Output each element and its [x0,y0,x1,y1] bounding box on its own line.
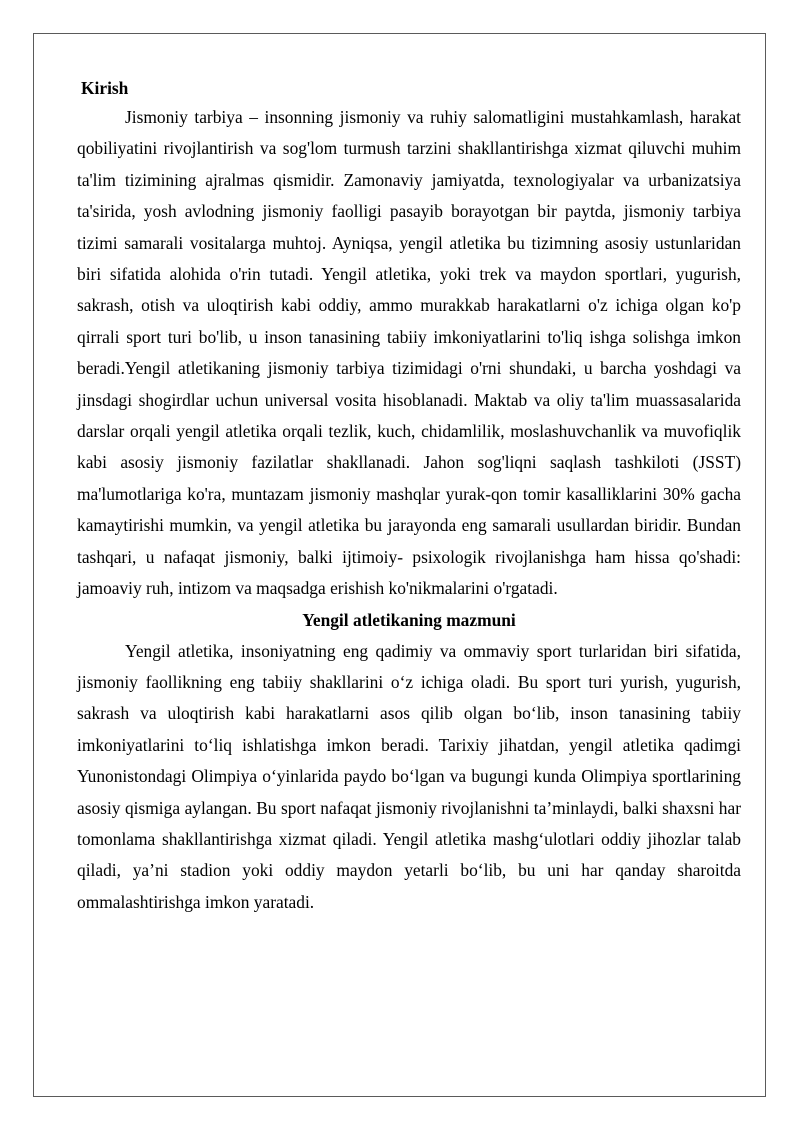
intro-paragraph: Jismoniy tarbiya – insonning jismoniy va ruhiy salomatligini mustahkamlash, harakat qobiliyatini rivojlantirish va sog'lom turmush tarzini shakllantirishga xizmat qiluvchi muhim ta'lim tizimining ajralmas qismidir. Zamonaviy jamiyatda, texnologiyalar va urbanizatsiya ta'sirida, yosh avlodning jismoniy faolligi pasayib borayotgan bir paytda, jismoniy tarbiya tizimi samarali vositalarga muhtoj. Ayniqsa, yengil atletika bu tizimning asosiy ustunlaridan biri sifatida alohida o'rin tutadi. Yengil atletika, yoki trek va maydon sportlari, yugurish, sakrash, otish va uloqtirish kabi oddiy, ammo murakkab harakatlarni o'z ichiga olgan ko'p qirrali sport turi bo'lib, u inson tanasining tabiiy imkoniyatlarini to'liq ishga solishga imkon beradi.Yengil atletikaning jismoniy tarbiya tizimidagi o'rni shundaki, u barcha yoshdagi va jinsdagi shogirdlar uchun universal vosita hisoblanadi. Maktab va oliy ta'lim muassasalarida darslar orqali yengil atletika orqali tezlik, kuch, chidamlilik, moslashuvchanlik va muvofiqlik kabi asosiy jismoniy fazilatlar shakllanadi. Jahon sog'liqni saqlash tashkiloti (JSST) ma'lumotlariga ko'ra, muntazam jismoniy mashqlar yurak-qon tomir kasalliklarini 30% gacha kamaytirishi mumkin, va yengil atletika bu jarayonda eng samarali usullardan biridir. Bundan tashqari, u nafaqat jismoniy, balki ijtimoiy- psixologik rivojlanishga ham hissa qo'shadi: jamoaviy ruh, intizom va maqsadga erishish ko'nikmalarini o'rgatadi. [77,107,741,599]
intro-heading: Kirish [81,78,129,98]
section-heading: Yengil atletikaning mazmuni [302,609,516,630]
document-body [77,74,741,918]
section-paragraph: Yengil atletika, insoniyatning eng qadimiy va ommaviy sport turlaridan biri sifatida, jismoniy faollikning eng tabiiy shakllarini o‘z ichiga oladi. Bu sport turi yurish, yugurish, sakrash va uloqtirish kabi harakatlarni asos qilib olgan bo‘lib, inson tanasining tabiiy imkoniyatlarini to‘liq ishlatishga imkon beradi. Tarixiy jihatdan, yengil atletika qadimgi Yunonistondagi Olimpiya o‘yinlarida paydo bo‘lgan va bugungi kunda Olimpiya sportlarining asosiy qismiga aylangan. Bu sport nafaqat jismoniy rivojlanishni ta’minlaydi, balki shaxsni har tomonlama shakllantirishga xizmat qiladi. Yengil atletika mashg‘ulotlari oddiy jihozlar talab qiladi, ya’ni stadion yoki oddiy maydon yetarli bo‘lib, bu uni har qanday sharoitda ommalashtirishga imkon yaratadi. [77,640,741,912]
